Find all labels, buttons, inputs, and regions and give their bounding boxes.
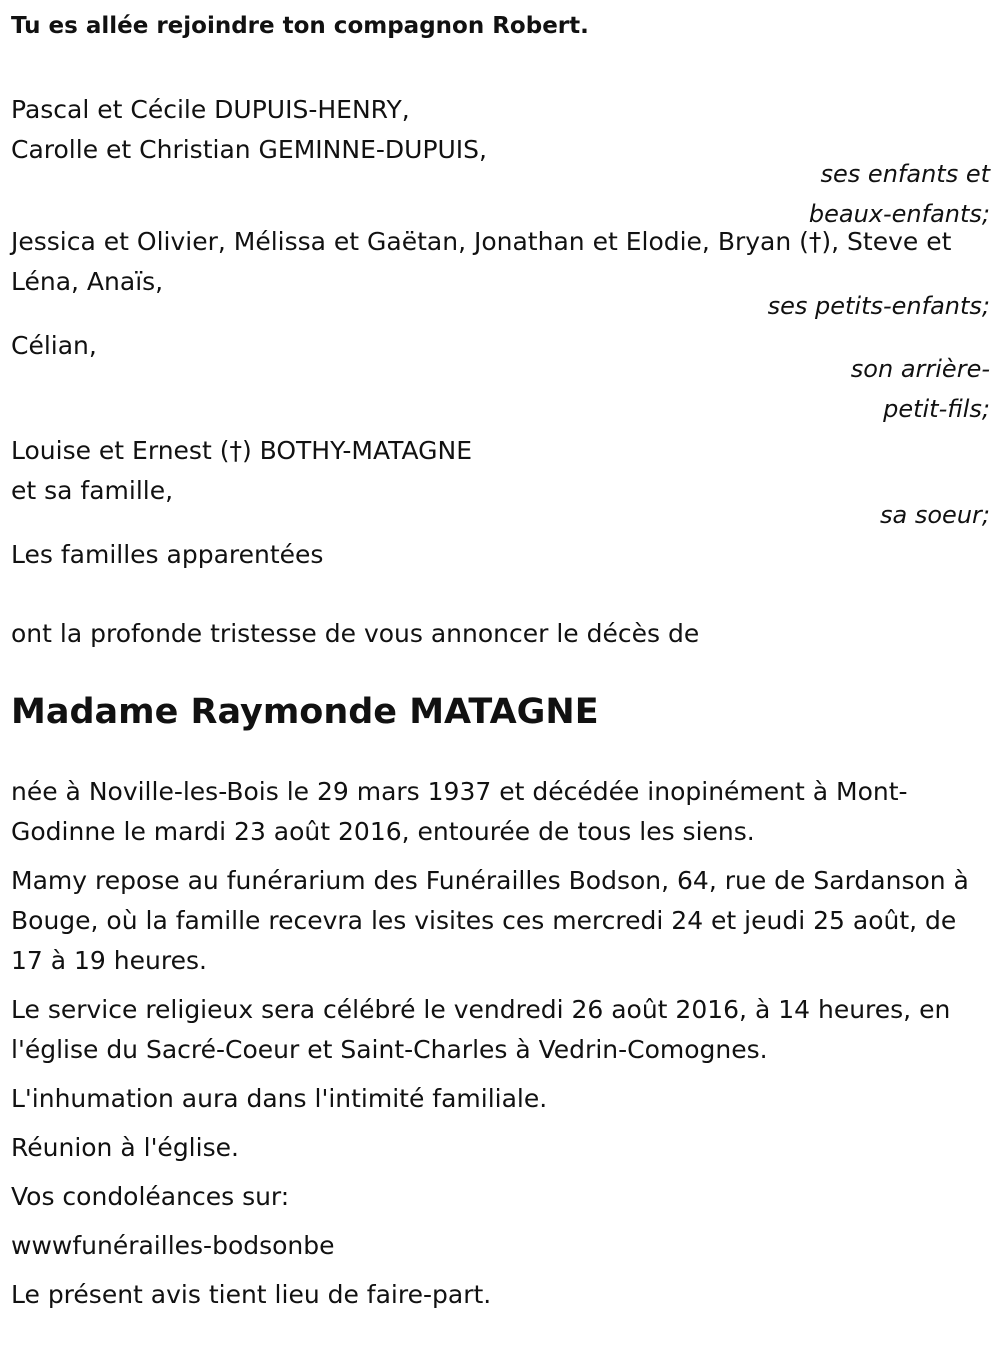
children-line-1: Pascal et Cécile DUPUIS-HENRY, xyxy=(11,95,410,124)
great-grandchild-role-line-2: petit-fils; xyxy=(883,395,990,423)
spacer xyxy=(11,41,990,90)
children-line-2: Carolle et Christian GEMINNE-DUPUIS, xyxy=(11,135,488,164)
sister-role: sa soeur; xyxy=(880,501,990,529)
website-link[interactable]: wwwfunérailles-bodsonbe xyxy=(11,1231,335,1260)
children-role-line-2: beaux-enfants; xyxy=(808,200,990,228)
sister-line-1: Louise et Ernest (†) BOTHY-MATAGNE xyxy=(11,436,473,465)
great-grandchild-role-line-1: son arrière- xyxy=(850,355,990,383)
visitation-paragraph: Mamy repose au funérarium des Funérailles Bodson, 64, rue de Sardanson à Bouge, où la famille recevra les visites ces mercredi 24 et jeudi 25 août, de 17 à 19 heures. xyxy=(11,866,969,975)
grandchildren-names: Jessica et Olivier, Mélissa et Gaëtan, Jonathan et Elodie, Bryan (†), Steve et Léna, Anaïs, xyxy=(11,227,952,296)
sister-line-2: et sa famille, xyxy=(11,476,174,505)
birth-death-paragraph: née à Noville-les-Bois le 29 mars 1937 et décédée inopinément à Mont-Godinne le mardi 23 août 2016, entourée de tous les siens. xyxy=(11,777,908,846)
deceased-name: Madame Raymonde MATAGNE xyxy=(11,692,599,732)
service-paragraph: Le service religieux sera célébré le vendredi 26 août 2016, à 14 heures, en l'église du Sacré-Coeur et Saint-Charles à Vedrin-Comognes. xyxy=(11,995,951,1064)
closing-paragraph: Le présent avis tient lieu de faire-part. xyxy=(11,1280,492,1309)
announcement-line: ont la profonde tristesse de vous annoncer le décès de xyxy=(11,619,700,648)
meeting-paragraph: Réunion à l'église. xyxy=(11,1133,239,1162)
intro-line: Tu es allée rejoindre ton compagnon Robert. xyxy=(11,13,589,39)
grandchildren-role: ses petits-enfants; xyxy=(767,292,990,320)
condolences-label: Vos condoléances sur: xyxy=(11,1182,290,1211)
children-role-line-1: ses enfants et xyxy=(820,160,990,188)
relatives-line: Les familles apparentées xyxy=(11,540,324,569)
great-grandchild-name: Célian, xyxy=(11,331,97,360)
burial-paragraph: L'inhumation aura dans l'intimité familiale. xyxy=(11,1084,548,1113)
